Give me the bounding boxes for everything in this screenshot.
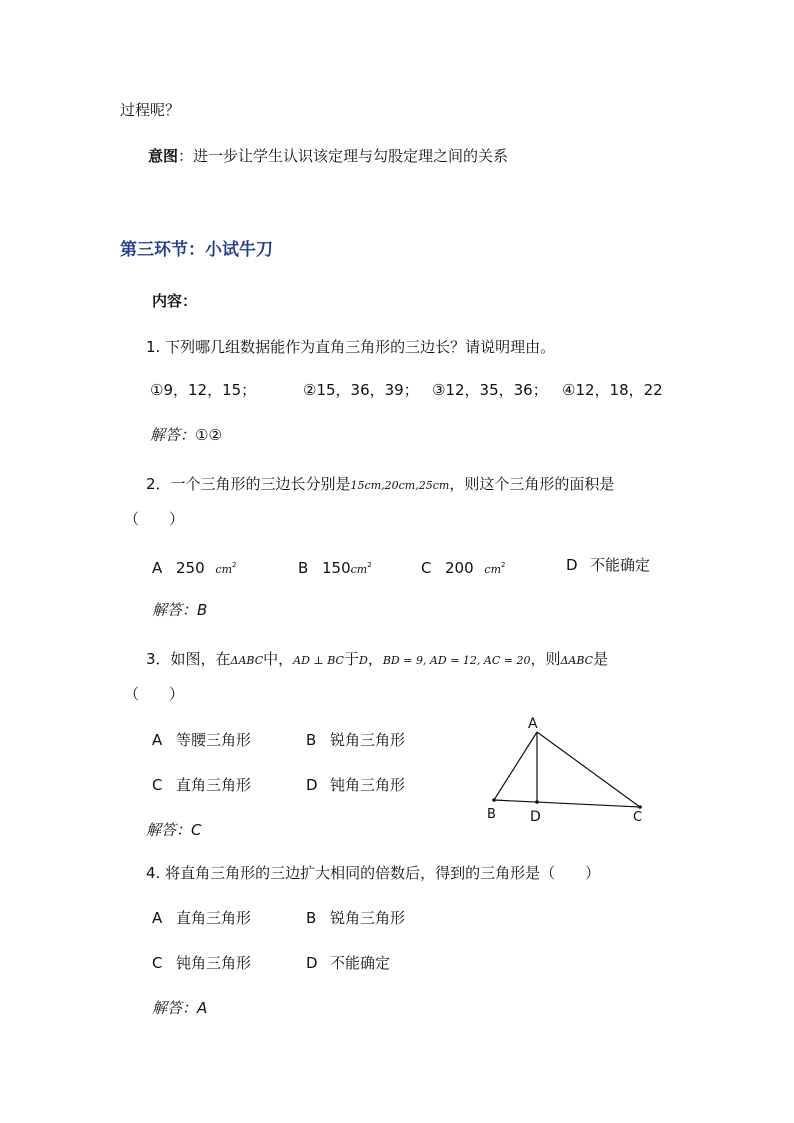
q3-part-6: 是 — [593, 650, 609, 668]
q4-answer: 解答：A — [152, 999, 208, 1017]
q3-paren: （ ） — [124, 685, 185, 703]
label-a: A — [528, 716, 538, 732]
q2-option-c — [421, 555, 505, 580]
q3-option-a-text: 等腰三角形 — [176, 731, 252, 749]
q2-text-after: ，则这个三角形的面积是 — [449, 475, 615, 493]
q2-option-b-value: 150 — [322, 559, 351, 577]
q2-option-a — [152, 555, 236, 580]
intent-text: 进一步让学生认识该定理与勾股定理之间的关系 — [193, 147, 509, 165]
label-c: C — [633, 810, 643, 825]
question-1-text: 1. 下列哪几组数据能作为直角三角形的三边长？请说明理由。 — [146, 338, 556, 356]
content-label: 内容： — [152, 292, 198, 310]
q3-answer: 解答：C — [146, 821, 202, 839]
q2-option-c-value: 200 — [445, 559, 474, 577]
q3-option-c — [152, 775, 251, 795]
q4-option-c — [152, 953, 251, 973]
q3-option-b — [306, 730, 405, 750]
paragraph-fragment: 过程呢？ — [120, 101, 181, 119]
q2-option-a-exponent: 2 — [232, 561, 237, 569]
q3-option-a — [152, 730, 251, 750]
q3-option-d-text: 钝角三角形 — [330, 776, 406, 794]
side-ab — [494, 732, 537, 800]
q2-option-a-value: 250 — [176, 559, 205, 577]
q1-option-4: ④12，18，22 — [562, 381, 663, 399]
q1-option-2: ②15，36，39； — [303, 381, 419, 399]
q2-option-b — [298, 555, 372, 580]
q3-option-c-text: 直角三角形 — [176, 776, 252, 794]
q4-option-d-letter: D — [306, 954, 318, 972]
label-b: B — [487, 807, 496, 822]
q4-option-b — [306, 908, 405, 928]
q1-answer: 解答：①② — [150, 426, 222, 444]
q4-option-a-text: 直角三角形 — [176, 909, 252, 927]
q3-part-3: 于 — [343, 650, 359, 668]
q3-option-d-letter: D — [306, 776, 318, 794]
q4-option-b-letter: B — [306, 909, 317, 927]
q3-option-b-letter: B — [306, 731, 317, 749]
q3-triangle-name: ΔABC — [230, 654, 264, 667]
q1-option-3: ③12，35，36； — [432, 381, 548, 399]
q2-option-a-letter: A — [152, 559, 163, 577]
q2-option-b-letter: B — [298, 559, 309, 577]
q3-triangle-name-2: ΔABC — [560, 654, 594, 667]
q3-perpendicular: AD ⊥ BC — [293, 654, 344, 667]
q4-option-b-text: 锐角三角形 — [330, 909, 406, 927]
q3-option-a-letter: A — [152, 731, 163, 749]
q4-option-d-text: 不能确定 — [330, 954, 391, 972]
q3-option-c-letter: C — [152, 776, 163, 794]
q4-option-a-letter: A — [152, 909, 163, 927]
q3-foot-point: D — [358, 654, 368, 667]
q2-option-c-exponent: 2 — [501, 561, 506, 569]
q2-option-a-unit: cm — [215, 563, 233, 576]
q2-side-lengths: 15cm,20cm,25cm — [350, 479, 450, 492]
triangle-figure — [480, 710, 650, 825]
vertex-c-dot — [638, 805, 642, 809]
q3-part-1: 3．如图，在 — [146, 650, 231, 668]
q3-option-b-text: 锐角三角形 — [330, 731, 406, 749]
vertex-b-dot — [492, 798, 496, 802]
q4-option-a — [152, 908, 251, 928]
intent-colon: ： — [178, 147, 194, 165]
q2-answer: 解答：B — [152, 601, 208, 619]
question-4-text: 4. 将直角三角形的三边扩大相同的倍数后，得到的三角形是（ ） — [146, 864, 601, 882]
q2-option-d-value: 不能确定 — [590, 556, 651, 574]
question-3-text — [146, 649, 608, 671]
q2-text-before: 2．一个三角形的三边长分别是 — [146, 475, 351, 493]
intent-line — [148, 146, 508, 166]
q2-option-c-unit: cm — [484, 563, 502, 576]
section-title: 第三环节：小试牛刀 — [120, 240, 273, 260]
side-ac — [537, 732, 640, 807]
q4-option-c-letter: C — [152, 954, 163, 972]
q3-part-2: 中， — [263, 650, 294, 668]
q4-option-d — [306, 953, 390, 973]
q2-paren: （ ） — [124, 510, 185, 528]
q2-option-d-letter: D — [566, 556, 578, 574]
question-2-text — [146, 474, 614, 496]
point-d-dot — [535, 800, 539, 804]
q2-option-b-exponent: 2 — [367, 561, 372, 569]
side-bc — [494, 800, 640, 807]
q1-option-1: ①9，12，15； — [150, 381, 257, 399]
intent-label: 意图 — [148, 147, 179, 165]
q3-given-lengths: BD = 9, AD = 12, AC = 20 — [382, 654, 531, 667]
label-d: D — [530, 809, 541, 825]
q2-option-c-letter: C — [421, 559, 432, 577]
q3-option-d — [306, 775, 405, 795]
q2-option-b-unit: cm — [350, 563, 368, 576]
q3-part-4: ， — [367, 650, 383, 668]
q2-option-d — [566, 555, 650, 575]
q3-part-5: ，则 — [530, 650, 561, 668]
q4-option-c-text: 钝角三角形 — [176, 954, 252, 972]
